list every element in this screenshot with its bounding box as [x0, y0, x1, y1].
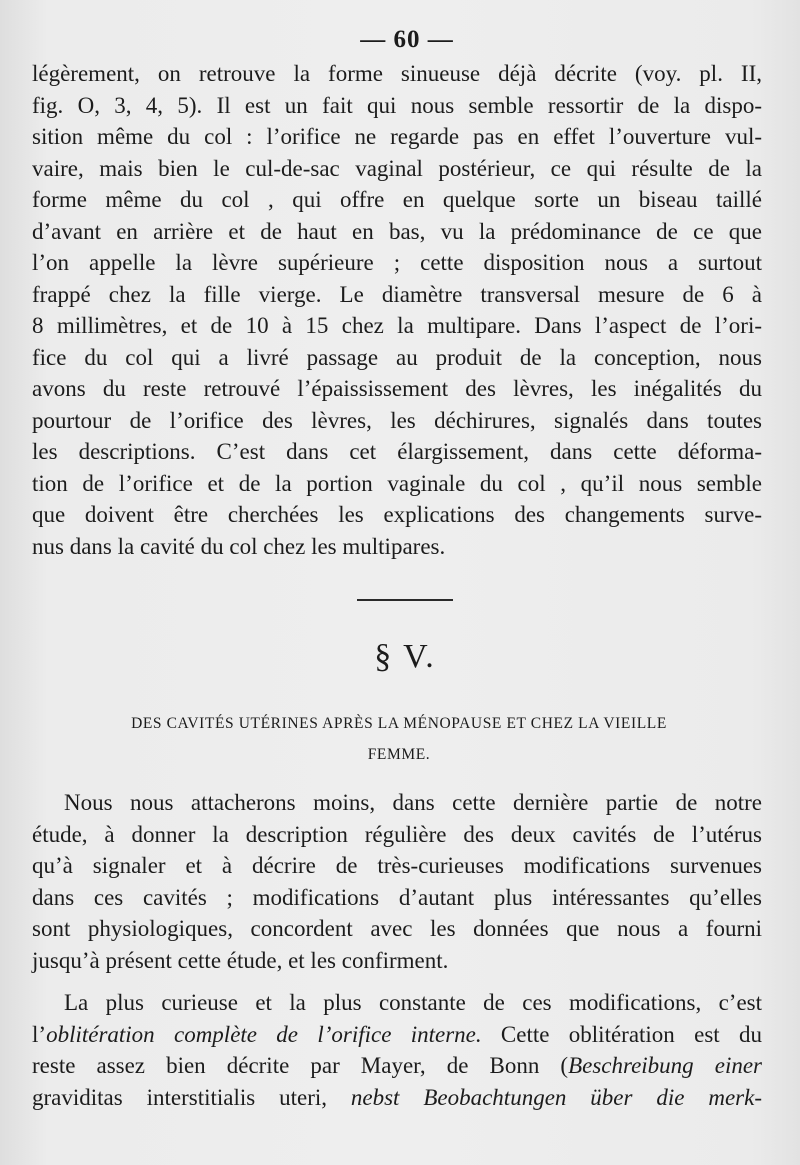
- text-line: qu’à signaler et à décrire de très-curieuses modifications survenues: [32, 853, 762, 878]
- text-line: jusqu’à présent cette étude, et les confirment.: [32, 947, 449, 973]
- text-line: d’avant en arrière et de haut en bas, vu la prédominance de ce que: [32, 218, 762, 244]
- page-number: — 60 —: [360, 26, 454, 53]
- text-line: avons du reste retrouvé l’épaississement des lèvres, les inégalités du: [32, 376, 762, 401]
- text-line: les descriptions. C’est dans cet élargissement, dans cette déforma-: [32, 439, 762, 464]
- text-line: 8 millimètres, et de 10 à 15 chez la multipare. Dans l’aspect de l’ori-: [32, 313, 762, 338]
- paragraph-intro: [32, 787, 762, 976]
- text-line: l’on appelle la lèvre supérieure ; cette disposition nous a surtout: [32, 250, 762, 275]
- text-line: [32, 1050, 762, 1082]
- text-line: légèrement, on retrouve la forme sinueuse déjà décrite (voy. pl. II,: [32, 61, 762, 86]
- text-line: forme même du col , qui offre en quelque sorte un biseau taillé: [32, 187, 762, 212]
- text-line: frappé chez la fille vierge. Le diamètre transversal mesure de 6 à: [32, 281, 762, 307]
- section-heading-line: FEMME.: [367, 746, 431, 763]
- paragraph-obliteration: [32, 987, 762, 1113]
- emphasis-text: oblitération complète de l’orifice interne.: [46, 1021, 482, 1047]
- text-line: dans ces cavités ; modifications d’autant plus intéressantes qu’elles: [32, 884, 762, 910]
- section-heading: [34, 708, 764, 770]
- text-line: La plus curieuse et la plus constante de ces modifications, c’est: [64, 990, 762, 1015]
- text-line: fig. O, 3, 4, 5). Il est un fait qui nous semble ressortir de la dispo-: [32, 92, 762, 118]
- section-heading-line: DES CAVITÉS UTÉRINES APRÈS LA MÉNOPAUSE ET CHEZ LA VIEILLE: [131, 715, 667, 732]
- text-line: que doivent être cherchées les explications des changements surve-: [32, 502, 762, 527]
- text-line: sition même du col : l’orifice ne regarde pas en effet l’ouverture vul-: [32, 124, 762, 149]
- section-divider: [357, 599, 453, 601]
- text-run: graviditas interstitialis uteri,: [32, 1084, 351, 1110]
- text-line: tion de l’orifice et de la portion vaginale du col , qu’il nous semble: [32, 470, 762, 496]
- text-line: sont physiologiques, concordent avec les données que nous a fourni: [32, 916, 762, 941]
- paragraph-col-orifice: [32, 58, 762, 562]
- text-run: l’: [32, 1021, 47, 1047]
- citation-title: Beschreibung einer: [568, 1053, 762, 1078]
- text-line: nus dans la cavité du col chez les multipares.: [32, 533, 446, 559]
- text-line: pourtour de l’orifice des lèvres, les déchirures, signalés dans toutes: [32, 407, 762, 433]
- text-line: [32, 1082, 762, 1114]
- text-line: Nous nous attacherons moins, dans cette dernière partie de notre: [64, 790, 762, 815]
- text-run: Cette oblitération est du: [481, 1021, 762, 1047]
- text-line: étude, à donner la description régulière des deux cavités de l’utérus: [32, 821, 762, 847]
- text-line: [32, 1019, 762, 1051]
- citation-title: nebst Beobachtungen über die merk-: [350, 1084, 762, 1110]
- text-line: vaire, mais bien le cul-de-sac vaginal postérieur, ce qui résulte de la: [32, 155, 762, 181]
- text-line: fice du col qui a livré passage au produit de la conception, nous: [32, 344, 762, 370]
- text-run: reste assez bien décrite par Mayer, de Bonn (: [32, 1053, 569, 1078]
- section-number: § V.: [374, 638, 436, 675]
